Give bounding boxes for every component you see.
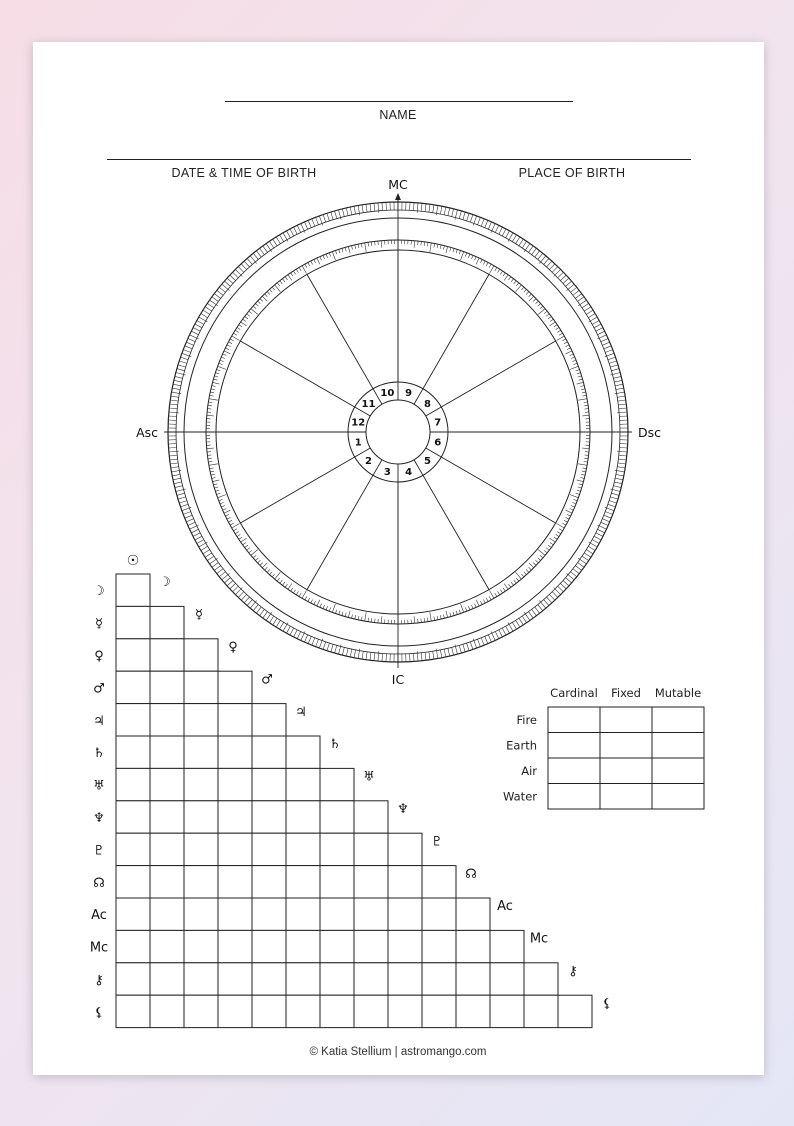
aspect-cell bbox=[422, 963, 456, 995]
aspect-cell bbox=[252, 930, 286, 962]
aspect-cell bbox=[252, 963, 286, 995]
element-cell bbox=[600, 758, 652, 784]
row-symbol-label: ♇ bbox=[93, 843, 105, 859]
aspect-cell bbox=[388, 930, 422, 962]
aspect-cell bbox=[218, 995, 252, 1027]
element-cell bbox=[600, 784, 652, 810]
row-symbol-label: Ac bbox=[91, 908, 107, 924]
aspect-cell bbox=[150, 704, 184, 736]
house-number: 3 bbox=[383, 467, 391, 479]
diagonal-symbol-label: ☽ bbox=[159, 575, 171, 591]
aspect-cell bbox=[286, 995, 320, 1027]
aspect-cell bbox=[116, 963, 150, 995]
aspect-cell bbox=[252, 801, 286, 833]
aspect-cell bbox=[320, 833, 354, 865]
aspect-cell bbox=[116, 606, 150, 638]
aspect-cell bbox=[558, 995, 592, 1027]
aspect-cell bbox=[218, 736, 252, 768]
name-label: NAME bbox=[379, 108, 417, 122]
row-symbol-label: ⚷ bbox=[94, 973, 104, 988]
aspect-cell bbox=[218, 930, 252, 962]
aspect-cell bbox=[184, 704, 218, 736]
aspect-cell bbox=[150, 963, 184, 995]
aspect-cell bbox=[456, 995, 490, 1027]
aspect-cell bbox=[286, 963, 320, 995]
row-header: Fire bbox=[516, 712, 537, 727]
aspect-cell bbox=[422, 898, 456, 930]
aspect-cell bbox=[218, 866, 252, 898]
row-symbol-label: ♆ bbox=[93, 811, 105, 826]
aspect-cell bbox=[286, 833, 320, 865]
aspect-cell bbox=[524, 995, 558, 1027]
aspect-cell bbox=[354, 898, 388, 930]
diagonal-symbol-label: ⚸ bbox=[602, 996, 612, 1012]
row-symbol-label: ☿ bbox=[95, 616, 103, 632]
aspect-cell bbox=[150, 995, 184, 1027]
aspect-cell bbox=[320, 866, 354, 898]
aspect-cell bbox=[456, 963, 490, 995]
natal-chart-wheel bbox=[136, 177, 661, 687]
element-cell bbox=[548, 758, 600, 784]
aspect-cell bbox=[150, 736, 184, 768]
aspect-cell bbox=[490, 995, 524, 1027]
aspect-cell bbox=[252, 866, 286, 898]
aspect-cell bbox=[388, 995, 422, 1027]
diagonal-symbol-label: ☊ bbox=[465, 866, 477, 882]
house-number: 2 bbox=[365, 455, 372, 467]
aspect-cell bbox=[150, 866, 184, 898]
aspect-cell bbox=[354, 995, 388, 1027]
aspect-cell bbox=[116, 833, 150, 865]
diagonal-symbol-label: ♄ bbox=[329, 737, 341, 753]
aspect-cell bbox=[184, 995, 218, 1027]
aspect-cell bbox=[252, 768, 286, 800]
aspect-cell bbox=[116, 898, 150, 930]
aspect-cell bbox=[456, 930, 490, 962]
aspect-cell bbox=[286, 736, 320, 768]
house-cusp-line bbox=[423, 274, 489, 388]
footer-credit: © Katia Stellium | astromango.com bbox=[309, 1046, 487, 1058]
aspect-cell bbox=[184, 736, 218, 768]
aspect-cell bbox=[218, 768, 252, 800]
dsc-label: Dsc bbox=[638, 425, 662, 440]
aspect-cell bbox=[184, 671, 218, 703]
aspect-cell bbox=[116, 574, 150, 606]
aspect-cell bbox=[218, 898, 252, 930]
house-number: 8 bbox=[424, 399, 431, 411]
row-symbol-label: ♂ bbox=[93, 681, 105, 697]
aspect-cell bbox=[252, 898, 286, 930]
aspect-cell bbox=[218, 833, 252, 865]
aspect-cell bbox=[456, 898, 490, 930]
aspect-cell bbox=[218, 801, 252, 833]
aspect-cell bbox=[252, 995, 286, 1027]
row-symbol-label: ♀ bbox=[94, 649, 104, 664]
aspect-cell bbox=[184, 639, 218, 671]
mc-arrow-icon bbox=[395, 193, 401, 200]
aspect-cell bbox=[252, 704, 286, 736]
aspect-cell bbox=[184, 930, 218, 962]
house-cusp-line bbox=[441, 341, 555, 407]
aspect-cell bbox=[422, 866, 456, 898]
row-symbol-label: ♃ bbox=[93, 713, 105, 729]
aspect-cell bbox=[354, 866, 388, 898]
aspect-cell bbox=[184, 833, 218, 865]
aspect-cell bbox=[490, 930, 524, 962]
elements-modalities-table bbox=[503, 686, 704, 809]
aspect-cell bbox=[116, 930, 150, 962]
row-symbol-label: ☽ bbox=[93, 584, 105, 600]
house-number: 7 bbox=[434, 417, 442, 429]
aspect-cell bbox=[354, 930, 388, 962]
aspect-cell bbox=[184, 801, 218, 833]
house-cusp-line bbox=[307, 475, 373, 589]
aspect-cell bbox=[320, 768, 354, 800]
house-cusp-line bbox=[441, 457, 555, 523]
aspect-cell bbox=[388, 898, 422, 930]
aspect-cell bbox=[388, 866, 422, 898]
aspect-cell bbox=[150, 606, 184, 638]
aspect-cell bbox=[286, 801, 320, 833]
diagonal-symbol-label: ♂ bbox=[261, 672, 273, 688]
aspect-cell bbox=[150, 898, 184, 930]
aspect-cell bbox=[218, 704, 252, 736]
element-cell bbox=[652, 733, 704, 759]
element-cell bbox=[652, 707, 704, 733]
aspect-cell bbox=[320, 801, 354, 833]
row-symbol-label: Mc bbox=[89, 940, 109, 956]
aspect-cell bbox=[116, 671, 150, 703]
diagonal-symbol-label: ♃ bbox=[295, 704, 307, 720]
aspect-cell bbox=[184, 898, 218, 930]
aspect-cell bbox=[252, 833, 286, 865]
element-cell bbox=[600, 733, 652, 759]
aspect-cell bbox=[116, 866, 150, 898]
column-header: Mutable bbox=[654, 686, 702, 700]
diagonal-symbol-label: ☿ bbox=[195, 607, 203, 623]
aspect-cell bbox=[320, 930, 354, 962]
diagonal-symbol-label: ⚷ bbox=[568, 964, 578, 979]
aspect-cell bbox=[286, 768, 320, 800]
aspect-cell bbox=[184, 963, 218, 995]
aspect-cell bbox=[150, 930, 184, 962]
column-header: Fixed bbox=[611, 686, 641, 700]
column-header: Cardinal bbox=[550, 686, 598, 700]
aspect-cell bbox=[116, 736, 150, 768]
row-symbol-label: ♄ bbox=[93, 746, 105, 762]
asc-label: Asc bbox=[136, 425, 158, 440]
element-cell bbox=[600, 707, 652, 733]
aspect-cell bbox=[388, 833, 422, 865]
aspect-cell bbox=[218, 671, 252, 703]
house-cusp-line bbox=[240, 457, 354, 523]
aspect-cell bbox=[286, 930, 320, 962]
aspect-cell bbox=[490, 963, 524, 995]
aspect-cell bbox=[252, 736, 286, 768]
house-number: 5 bbox=[424, 455, 431, 467]
element-cell bbox=[652, 784, 704, 810]
aspect-cell bbox=[116, 801, 150, 833]
diagonal-symbol-label: Ac bbox=[497, 899, 513, 915]
aspect-cell bbox=[422, 930, 456, 962]
row-header: Water bbox=[503, 789, 537, 804]
house-number: 11 bbox=[361, 399, 376, 411]
house-number: 1 bbox=[354, 437, 362, 449]
aspect-cell bbox=[320, 995, 354, 1027]
mc-label: MC bbox=[388, 177, 408, 192]
row-symbol-label: ☊ bbox=[93, 875, 105, 891]
aspect-cell bbox=[184, 866, 218, 898]
house-cusp-line bbox=[240, 341, 354, 407]
aspect-cell bbox=[354, 801, 388, 833]
house-number: 4 bbox=[405, 467, 413, 479]
diagonal-symbol-label: ♇ bbox=[431, 834, 443, 850]
aspect-cell bbox=[320, 963, 354, 995]
aspect-cell bbox=[150, 671, 184, 703]
diagonal-symbol-label: ♅ bbox=[363, 769, 375, 785]
sun-symbol-label: ☉ bbox=[126, 553, 140, 569]
house-number: 12 bbox=[351, 417, 366, 429]
house-number: 9 bbox=[405, 387, 413, 399]
aspect-cell bbox=[524, 963, 558, 995]
aspect-cell bbox=[320, 898, 354, 930]
aspect-cell bbox=[150, 768, 184, 800]
aspect-cell bbox=[286, 866, 320, 898]
diagonal-symbol-label: ♀ bbox=[228, 640, 238, 655]
element-cell bbox=[548, 707, 600, 733]
row-header: Earth bbox=[506, 738, 537, 753]
aspect-cell bbox=[116, 768, 150, 800]
aspect-cell bbox=[422, 995, 456, 1027]
center-circle bbox=[366, 400, 430, 464]
aspect-cell bbox=[388, 963, 422, 995]
aspect-cell bbox=[150, 833, 184, 865]
birth-place-label: PLACE OF BIRTH bbox=[518, 166, 626, 180]
aspect-cell bbox=[150, 639, 184, 671]
birth-datetime-label: DATE & TIME OF BIRTH bbox=[171, 166, 317, 180]
aspect-cell bbox=[150, 801, 184, 833]
aspect-cell bbox=[116, 639, 150, 671]
house-number: 10 bbox=[380, 387, 395, 399]
house-cusp-line bbox=[423, 475, 489, 589]
aspect-cell bbox=[116, 995, 150, 1027]
element-cell bbox=[548, 733, 600, 759]
aspect-cell bbox=[354, 833, 388, 865]
house-number: 6 bbox=[434, 437, 442, 449]
element-cell bbox=[548, 784, 600, 810]
row-header: Air bbox=[521, 763, 537, 778]
aspect-cell bbox=[116, 704, 150, 736]
row-symbol-label: ⚸ bbox=[94, 1005, 104, 1021]
diagonal-symbol-label: ♆ bbox=[397, 802, 409, 817]
element-cell bbox=[652, 758, 704, 784]
aspect-cell bbox=[184, 768, 218, 800]
diagonal-symbol-label: Mc bbox=[529, 931, 549, 947]
aspect-cell bbox=[218, 963, 252, 995]
aspect-cell bbox=[286, 898, 320, 930]
row-symbol-label: ♅ bbox=[93, 778, 105, 794]
ic-label: IC bbox=[391, 672, 405, 687]
aspect-cell bbox=[354, 963, 388, 995]
house-cusp-line bbox=[307, 274, 373, 388]
